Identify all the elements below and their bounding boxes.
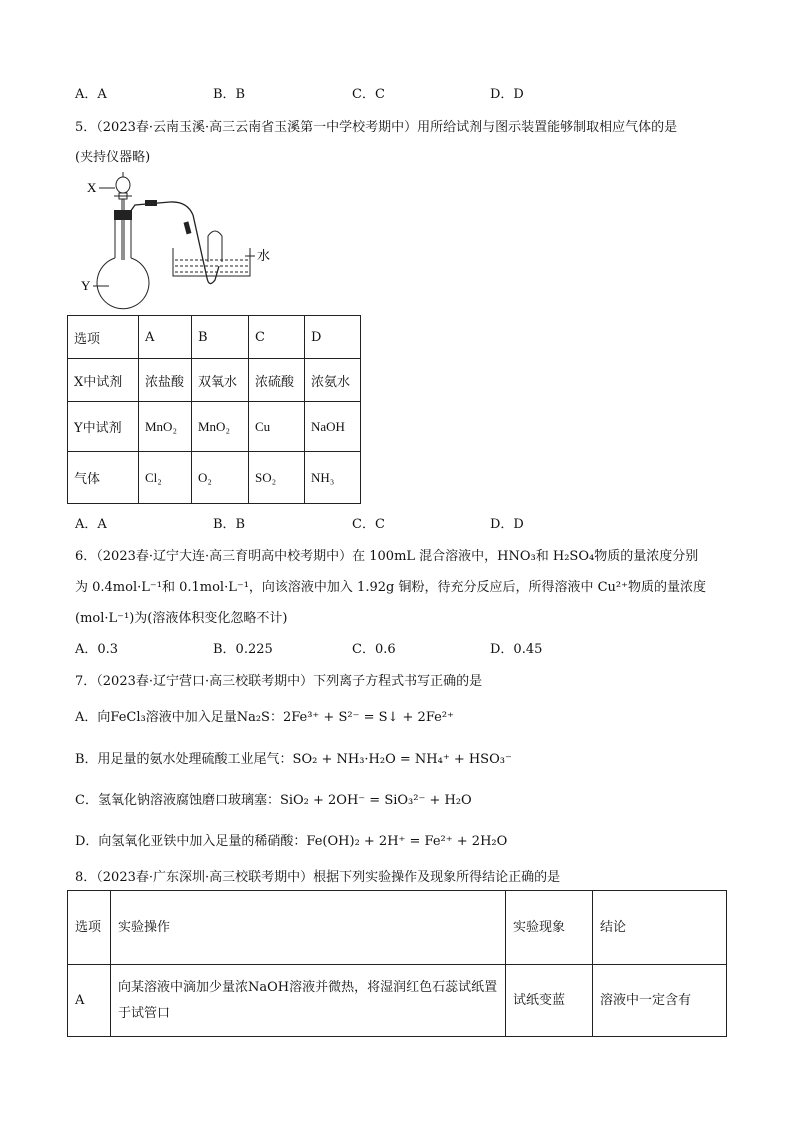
q6-stem-line2: 为 0.4mol·L⁻¹和 0.1mol·L⁻¹，向该溶液中加入 1.92g 铜粉，待充分反应后，所得溶液中 Cu²⁺物质的量浓度: [75, 580, 706, 595]
q6-stem-line3: (mol·L⁻¹)为(溶液体积变化忽略不计): [75, 611, 288, 626]
cell: Y中试剂: [68, 402, 139, 452]
cell: 浓硫酸: [249, 359, 305, 402]
option-b: B．B: [213, 87, 246, 102]
row-a-phenomenon: 试纸变蓝: [506, 965, 593, 1037]
q6-options: [75, 638, 695, 658]
cell: 气体: [68, 452, 139, 504]
q7-option-c: C．氢氧化钠溶液腐蚀磨口玻璃塞：SiO₂ + 2OH⁻ = SiO₃²⁻ + H₂O: [75, 793, 472, 808]
cell: 浓氨水: [305, 359, 361, 402]
option-d: D．0.45: [490, 642, 543, 657]
cell: C: [249, 316, 305, 359]
cell: NH₃: [305, 452, 361, 504]
q5-stem-note: (夹持仪器略): [75, 150, 151, 165]
header-operation: 实验操作: [111, 891, 506, 965]
cell: Cu: [249, 402, 305, 452]
label-water: 水: [257, 249, 271, 264]
option-a: A．A: [75, 517, 107, 532]
header-phenomenon: 实验现象: [506, 891, 593, 965]
option-a: A．A: [75, 87, 107, 102]
q4-options: [75, 83, 695, 103]
cell: O₂: [192, 452, 249, 504]
q5-table: [67, 315, 361, 504]
row-a-operation: 向某溶液中滴加少量浓NaOH溶液并微热，将湿润红色石蕊试纸置于试管口: [111, 965, 506, 1037]
option-d: D．D: [490, 517, 524, 532]
option-d: D．D: [490, 87, 524, 102]
cell: Cl₂: [139, 452, 192, 504]
q5-options: [75, 513, 695, 533]
q5-stem: 5．（2023春·云南玉溪·高三云南省玉溪第一中学校考期中）用所给试剂与图示装置能够制取相应气体的是: [75, 120, 678, 135]
option-c: C．C: [352, 87, 385, 102]
q7-option-b: B．用足量的氨水处理硫酸工业尾气：SO₂ + NH₃·H₂O = NH₄⁺ + HSO₃⁻: [75, 752, 512, 767]
cell: D: [305, 316, 361, 359]
cell: NaOH: [305, 402, 361, 452]
cell: MnO₂: [139, 402, 192, 452]
option-c: C．C: [352, 517, 385, 532]
option-b: B．B: [213, 517, 246, 532]
q6-stem-line1: 6．（2023春·辽宁大连·高三育明高中校考期中）在 100mL 混合溶液中，HNO₃和 H₂SO₄物质的量浓度分别: [75, 549, 699, 564]
q7-option-a: A．向FeCl₃溶液中加入足量Na₂S：2Fe³⁺ + S²⁻ = S↓ + 2Fe²⁺: [75, 710, 454, 725]
option-a: A．0.3: [75, 642, 119, 657]
cell: A: [139, 316, 192, 359]
option-c: C．0.6: [352, 642, 396, 657]
cell: 选项: [68, 316, 139, 359]
header-conclusion: 结论: [593, 891, 727, 965]
cell: X中试剂: [68, 359, 139, 402]
cell: B: [192, 316, 249, 359]
cell: SO₂: [249, 452, 305, 504]
cell: MnO₂: [192, 402, 249, 452]
label-y: Y: [81, 278, 91, 293]
header-option: 选项: [68, 891, 111, 965]
apparatus-figure: [75, 170, 285, 310]
cell: 浓盐酸: [139, 359, 192, 402]
q7-stem: 7．（2023春·辽宁营口·高三校联考期中）下列离子方程式书写正确的是: [75, 674, 483, 689]
option-b: B．0.225: [213, 642, 273, 657]
q8-table: [67, 890, 727, 1037]
q7-option-d: D．向氢氧化亚铁中加入足量的稀硝酸：Fe(OH)₂ + 2H⁺ = Fe²⁺ + 2H₂O: [75, 834, 508, 849]
cell: 双氧水: [192, 359, 249, 402]
row-a-conclusion: 溶液中一定含有: [593, 965, 727, 1037]
label-x: X: [87, 180, 97, 195]
row-a-option: A: [68, 965, 111, 1037]
q8-stem: 8．（2023春·广东深圳·高三校联考期中）根据下列实验操作及现象所得结论正确的是: [75, 870, 561, 885]
